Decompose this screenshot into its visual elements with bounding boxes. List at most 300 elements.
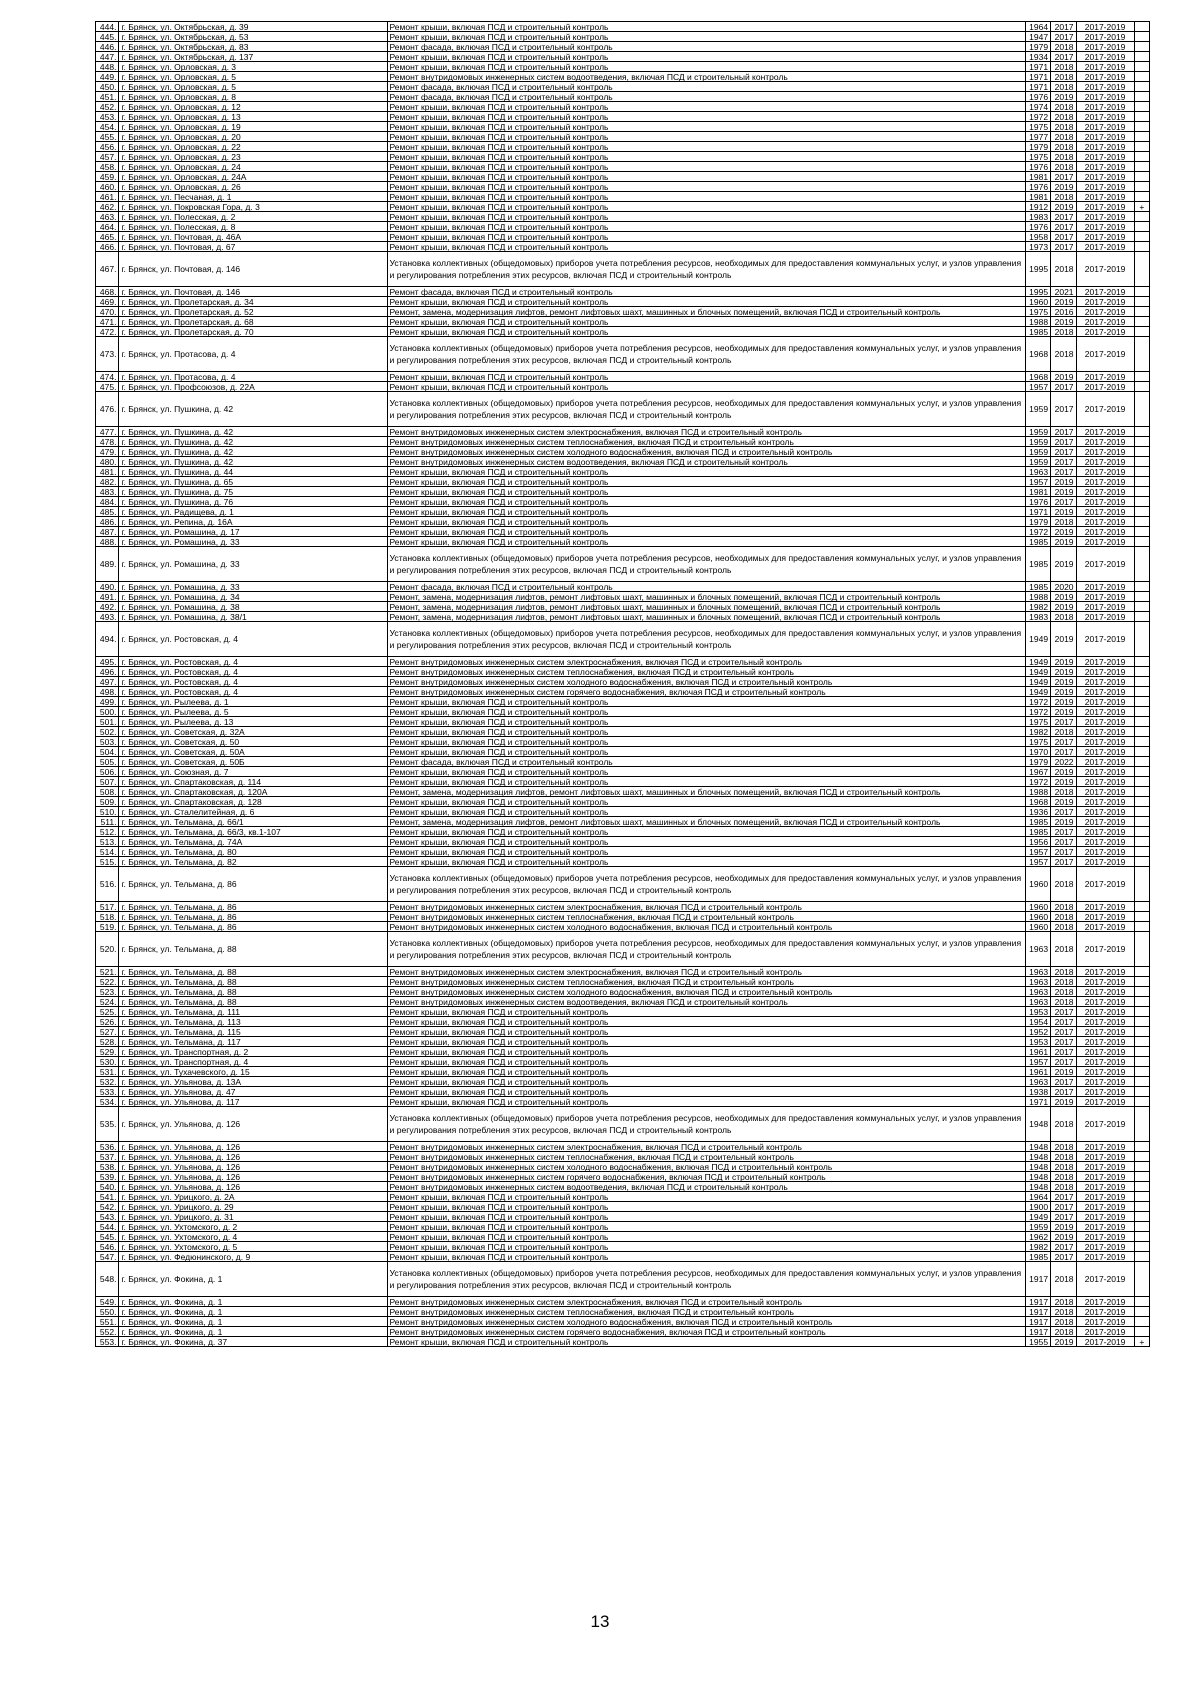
planned-year-cell: 2017: [1051, 1212, 1076, 1222]
planned-year-cell: 2018: [1051, 142, 1076, 152]
table-row: [96, 242, 1150, 252]
planned-year-cell: 2019: [1051, 1097, 1076, 1107]
planned-year-cell: 2017: [1051, 1202, 1076, 1212]
table-row: [96, 1222, 1150, 1232]
mark-cell: [1134, 1027, 1149, 1037]
build-year-cell: 1960: [1025, 922, 1050, 932]
planned-year-cell: 2018: [1051, 112, 1076, 122]
table-row: [96, 922, 1150, 932]
work-description-cell: Ремонт фасада, включая ПСД и строительный контроль: [387, 582, 1025, 592]
planned-year-cell: 2018: [1051, 252, 1076, 287]
build-year-cell: 1970: [1025, 747, 1050, 757]
table-row: [96, 42, 1150, 52]
table-row: [96, 737, 1150, 747]
build-year-cell: 1959: [1025, 447, 1050, 457]
program-period-cell: 2017-2019: [1076, 82, 1134, 92]
table-row: [96, 457, 1150, 467]
table-row: [96, 52, 1150, 62]
table-row: [96, 162, 1150, 172]
table-row: [96, 527, 1150, 537]
mark-cell: [1134, 667, 1149, 677]
program-period-cell: 2017-2019: [1076, 727, 1134, 737]
build-year-cell: 1976: [1025, 497, 1050, 507]
address-cell: г. Брянск, ул. Ульянова, д. 126: [119, 1162, 387, 1172]
address-cell: г. Брянск, ул. Тельмана, д. 66/3, кв.1-107: [119, 827, 387, 837]
row-number-cell: 541.: [96, 1192, 119, 1202]
table-row: [96, 757, 1150, 767]
work-description-cell: Ремонт крыши, включая ПСД и строительный контроль: [387, 1242, 1025, 1252]
mark-cell: [1134, 622, 1149, 657]
planned-year-cell: 2017: [1051, 1007, 1076, 1017]
table-row: [96, 112, 1150, 122]
program-period-cell: 2017-2019: [1076, 122, 1134, 132]
table-row: [96, 547, 1150, 582]
program-period-cell: 2017-2019: [1076, 437, 1134, 447]
mark-cell: [1134, 122, 1149, 132]
mark-cell: [1134, 1037, 1149, 1047]
address-cell: г. Брянск, ул. Полесская, д. 2: [119, 212, 387, 222]
table-row: [96, 1202, 1150, 1212]
row-number-cell: 553.: [96, 1337, 119, 1347]
row-number-cell: 512.: [96, 827, 119, 837]
planned-year-cell: 2018: [1051, 1107, 1076, 1142]
planned-year-cell: 2017: [1051, 382, 1076, 392]
row-number-cell: 547.: [96, 1252, 119, 1262]
build-year-cell: 1900: [1025, 1202, 1050, 1212]
table-row: [96, 287, 1150, 297]
address-cell: г. Брянск, ул. Фокина, д. 1: [119, 1327, 387, 1337]
build-year-cell: 1963: [1025, 467, 1050, 477]
address-cell: г. Брянск, ул. Ростовская, д. 4: [119, 667, 387, 677]
program-period-cell: 2017-2019: [1076, 427, 1134, 437]
build-year-cell: 1979: [1025, 757, 1050, 767]
work-description-cell: Установка коллективных (общедомовых) приборов учета потребления ресурсов, необходимых для предоставления коммунальных услуг, и узлов управления и регулирования потребления этих ресурсов, включая ПСД и строительный контроль: [387, 252, 1025, 287]
mark-cell: +: [1134, 202, 1149, 212]
program-period-cell: 2017-2019: [1076, 517, 1134, 527]
mark-cell: [1134, 392, 1149, 427]
planned-year-cell: 2018: [1051, 1327, 1076, 1337]
table-row: [96, 222, 1150, 232]
mark-cell: [1134, 132, 1149, 142]
mark-cell: [1134, 922, 1149, 932]
row-number-cell: 521.: [96, 967, 119, 977]
work-description-cell: Ремонт внутридомовых инженерных систем электроснабжения, включая ПСД и строительный контроль: [387, 657, 1025, 667]
mark-cell: [1134, 1097, 1149, 1107]
program-period-cell: 2017-2019: [1076, 737, 1134, 747]
address-cell: г. Брянск, ул. Ухтомского, д. 5: [119, 1242, 387, 1252]
address-cell: г. Брянск, ул. Транспортная, д. 4: [119, 1057, 387, 1067]
build-year-cell: 1975: [1025, 717, 1050, 727]
address-cell: г. Брянск, ул. Рылеева, д. 5: [119, 707, 387, 717]
build-year-cell: 1985: [1025, 537, 1050, 547]
table-row: [96, 507, 1150, 517]
program-period-cell: 2017-2019: [1076, 457, 1134, 467]
build-year-cell: 1954: [1025, 1017, 1050, 1027]
build-year-cell: 1917: [1025, 1307, 1050, 1317]
build-year-cell: 1936: [1025, 807, 1050, 817]
mark-cell: [1134, 1017, 1149, 1027]
address-cell: г. Брянск, ул. Пушкина, д. 42: [119, 457, 387, 467]
planned-year-cell: 2019: [1051, 767, 1076, 777]
table-row: [96, 537, 1150, 547]
mark-cell: [1134, 32, 1149, 42]
planned-year-cell: 2017: [1051, 392, 1076, 427]
work-description-cell: Ремонт, замена, модернизация лифтов, ремонт лифтовых шахт, машинных и блочных помещений, включая ПСД и строительный контроль: [387, 307, 1025, 317]
table-row: [96, 1327, 1150, 1337]
build-year-cell: 1979: [1025, 517, 1050, 527]
table-row: [96, 317, 1150, 327]
mark-cell: [1134, 507, 1149, 517]
table-row: [96, 817, 1150, 827]
address-cell: г. Брянск, ул. Тельмана, д. 88: [119, 967, 387, 977]
work-description-cell: Ремонт крыши, включая ПСД и строительный контроль: [387, 1037, 1025, 1047]
mark-cell: [1134, 72, 1149, 82]
mark-cell: [1134, 1077, 1149, 1087]
program-period-cell: 2017-2019: [1076, 1232, 1134, 1242]
build-year-cell: 1971: [1025, 507, 1050, 517]
table-row: [96, 1077, 1150, 1087]
planned-year-cell: 2017: [1051, 847, 1076, 857]
program-period-cell: 2017-2019: [1076, 592, 1134, 602]
row-number-cell: 501.: [96, 717, 119, 727]
mark-cell: [1134, 287, 1149, 297]
program-period-cell: 2017-2019: [1076, 537, 1134, 547]
row-number-cell: 546.: [96, 1242, 119, 1252]
work-description-cell: Ремонт, замена, модернизация лифтов, ремонт лифтовых шахт, машинных и блочных помещений, включая ПСД и строительный контроль: [387, 787, 1025, 797]
planned-year-cell: 2017: [1051, 222, 1076, 232]
build-year-cell: 1975: [1025, 122, 1050, 132]
mark-cell: [1134, 847, 1149, 857]
work-description-cell: Ремонт крыши, включая ПСД и строительный контроль: [387, 777, 1025, 787]
row-number-cell: 480.: [96, 457, 119, 467]
work-description-cell: Установка коллективных (общедомовых) приборов учета потребления ресурсов, необходимых для предоставления коммунальных услуг, и узлов управления и регулирования потребления этих ресурсов, включая ПСД и строительный контроль: [387, 1262, 1025, 1297]
work-description-cell: Ремонт фасада, включая ПСД и строительный контроль: [387, 42, 1025, 52]
row-number-cell: 522.: [96, 977, 119, 987]
address-cell: г. Брянск, ул. Ульянова, д. 126: [119, 1152, 387, 1162]
program-period-cell: 2017-2019: [1076, 497, 1134, 507]
work-description-cell: Ремонт крыши, включая ПСД и строительный контроль: [387, 142, 1025, 152]
address-cell: г. Брянск, ул. Тельмана, д. 66/1: [119, 817, 387, 827]
table-row: [96, 592, 1150, 602]
build-year-cell: 1961: [1025, 1047, 1050, 1057]
page-number: 13: [590, 1612, 610, 1631]
address-cell: г. Брянск, ул. Радищева, д. 1: [119, 507, 387, 517]
work-description-cell: Ремонт крыши, включая ПСД и строительный контроль: [387, 202, 1025, 212]
address-cell: г. Брянск, ул. Урицкого, д. 29: [119, 1202, 387, 1212]
row-number-cell: 459.: [96, 172, 119, 182]
work-description-cell: Ремонт фасада, включая ПСД и строительный контроль: [387, 92, 1025, 102]
build-year-cell: 1959: [1025, 392, 1050, 427]
address-cell: г. Брянск, ул. Тельмана, д. 88: [119, 977, 387, 987]
program-period-cell: 2017-2019: [1076, 997, 1134, 1007]
table-row: [96, 497, 1150, 507]
table-row: [96, 132, 1150, 142]
program-period-cell: 2017-2019: [1076, 1017, 1134, 1027]
work-description-cell: Ремонт крыши, включая ПСД и строительный контроль: [387, 1067, 1025, 1077]
build-year-cell: 1968: [1025, 797, 1050, 807]
address-cell: г. Брянск, ул. Пушкина, д. 44: [119, 467, 387, 477]
program-period-cell: 2017-2019: [1076, 847, 1134, 857]
planned-year-cell: 2018: [1051, 727, 1076, 737]
address-cell: г. Брянск, ул. Орловская, д. 13: [119, 112, 387, 122]
program-period-cell: 2017-2019: [1076, 152, 1134, 162]
build-year-cell: 1985: [1025, 327, 1050, 337]
work-description-cell: Ремонт, замена, модернизация лифтов, ремонт лифтовых шахт, машинных и блочных помещений, включая ПСД и строительный контроль: [387, 602, 1025, 612]
mark-cell: [1134, 382, 1149, 392]
address-cell: г. Брянск, ул. Ульянова, д. 126: [119, 1107, 387, 1142]
mark-cell: [1134, 487, 1149, 497]
row-number-cell: 524.: [96, 997, 119, 1007]
mark-cell: [1134, 92, 1149, 102]
row-number-cell: 530.: [96, 1057, 119, 1067]
planned-year-cell: 2017: [1051, 837, 1076, 847]
work-description-cell: Установка коллективных (общедомовых) приборов учета потребления ресурсов, необходимых для предоставления коммунальных услуг, и узлов управления и регулирования потребления этих ресурсов, включая ПСД и строительный контроль: [387, 622, 1025, 657]
table-row: [96, 1142, 1150, 1152]
build-year-cell: 1949: [1025, 657, 1050, 667]
row-number-cell: 447.: [96, 52, 119, 62]
row-number-cell: 462.: [96, 202, 119, 212]
program-period-cell: 2017-2019: [1076, 667, 1134, 677]
table-row: [96, 62, 1150, 72]
table-row: [96, 307, 1150, 317]
mark-cell: [1134, 697, 1149, 707]
build-year-cell: 1988: [1025, 317, 1050, 327]
table-row: [96, 657, 1150, 667]
build-year-cell: 1959: [1025, 437, 1050, 447]
build-year-cell: 1963: [1025, 967, 1050, 977]
table-body: [96, 22, 1150, 1347]
work-description-cell: Ремонт крыши, включая ПСД и строительный контроль: [387, 297, 1025, 307]
mark-cell: [1134, 547, 1149, 582]
program-period-cell: 2017-2019: [1076, 112, 1134, 122]
mark-cell: [1134, 162, 1149, 172]
program-period-cell: 2017-2019: [1076, 192, 1134, 202]
table-row: [96, 767, 1150, 777]
work-description-cell: Ремонт внутридомовых инженерных систем холодного водоснабжения, включая ПСД и строительный контроль: [387, 447, 1025, 457]
address-cell: г. Брянск, ул. Пушкина, д. 42: [119, 447, 387, 457]
address-cell: г. Брянск, ул. Орловская, д. 24: [119, 162, 387, 172]
planned-year-cell: 2017: [1051, 1242, 1076, 1252]
mark-cell: [1134, 592, 1149, 602]
build-year-cell: 1917: [1025, 1262, 1050, 1297]
address-cell: г. Брянск, ул. Ромашина, д. 38/1: [119, 612, 387, 622]
build-year-cell: 1967: [1025, 767, 1050, 777]
row-number-cell: 479.: [96, 447, 119, 457]
table-row: [96, 1047, 1150, 1057]
program-period-cell: 2017-2019: [1076, 1087, 1134, 1097]
table-row: [96, 1017, 1150, 1027]
row-number-cell: 540.: [96, 1182, 119, 1192]
planned-year-cell: 2018: [1051, 1182, 1076, 1192]
mark-cell: [1134, 707, 1149, 717]
planned-year-cell: 2018: [1051, 967, 1076, 977]
program-period-cell: 2017-2019: [1076, 827, 1134, 837]
mark-cell: [1134, 797, 1149, 807]
address-cell: г. Брянск, ул. Орловская, д. 5: [119, 72, 387, 82]
program-period-cell: 2017-2019: [1076, 1222, 1134, 1232]
planned-year-cell: 2017: [1051, 32, 1076, 42]
table-row: [96, 847, 1150, 857]
program-period-cell: 2017-2019: [1076, 327, 1134, 337]
planned-year-cell: 2018: [1051, 932, 1076, 967]
address-cell: г. Брянск, ул. Пролетарская, д. 68: [119, 317, 387, 327]
row-number-cell: 465.: [96, 232, 119, 242]
row-number-cell: 473.: [96, 337, 119, 372]
program-period-cell: 2017-2019: [1076, 787, 1134, 797]
planned-year-cell: 2019: [1051, 202, 1076, 212]
work-description-cell: Ремонт, замена, модернизация лифтов, ремонт лифтовых шахт, машинных и блочных помещений, включая ПСД и строительный контроль: [387, 817, 1025, 827]
build-year-cell: 1975: [1025, 307, 1050, 317]
planned-year-cell: 2017: [1051, 1047, 1076, 1057]
row-number-cell: 484.: [96, 497, 119, 507]
work-description-cell: Ремонт крыши, включая ПСД и строительный контроль: [387, 517, 1025, 527]
row-number-cell: 495.: [96, 657, 119, 667]
build-year-cell: 1975: [1025, 152, 1050, 162]
row-number-cell: 463.: [96, 212, 119, 222]
program-period-cell: 2017-2019: [1076, 1317, 1134, 1327]
address-cell: г. Брянск, ул. Фокина, д. 1: [119, 1307, 387, 1317]
row-number-cell: 455.: [96, 132, 119, 142]
program-period-cell: 2017-2019: [1076, 867, 1134, 902]
planned-year-cell: 2019: [1051, 687, 1076, 697]
planned-year-cell: 2017: [1051, 857, 1076, 867]
mark-cell: [1134, 497, 1149, 507]
work-description-cell: Ремонт внутридомовых инженерных систем теплоснабжения, включая ПСД и строительный контроль: [387, 437, 1025, 447]
row-number-cell: 454.: [96, 122, 119, 132]
table-row: [96, 1097, 1150, 1107]
build-year-cell: 1912: [1025, 202, 1050, 212]
row-number-cell: 507.: [96, 777, 119, 787]
mark-cell: [1134, 427, 1149, 437]
build-year-cell: 1949: [1025, 622, 1050, 657]
build-year-cell: 1985: [1025, 817, 1050, 827]
row-number-cell: 449.: [96, 72, 119, 82]
build-year-cell: 1934: [1025, 52, 1050, 62]
work-description-cell: Ремонт крыши, включая ПСД и строительный контроль: [387, 132, 1025, 142]
planned-year-cell: 2019: [1051, 1337, 1076, 1347]
planned-year-cell: 2018: [1051, 122, 1076, 132]
row-number-cell: 496.: [96, 667, 119, 677]
address-cell: г. Брянск, ул. Тухачевского, д. 15: [119, 1067, 387, 1077]
planned-year-cell: 2017: [1051, 447, 1076, 457]
mark-cell: [1134, 1317, 1149, 1327]
address-cell: г. Брянск, ул. Советская, д. 32А: [119, 727, 387, 737]
mark-cell: [1134, 42, 1149, 52]
planned-year-cell: 2018: [1051, 612, 1076, 622]
address-cell: г. Брянск, ул. Ульянова, д. 117: [119, 1097, 387, 1107]
build-year-cell: 1976: [1025, 222, 1050, 232]
table-row: [96, 787, 1150, 797]
build-year-cell: 1960: [1025, 297, 1050, 307]
table-row: [96, 727, 1150, 737]
row-number-cell: 516.: [96, 867, 119, 902]
address-cell: г. Брянск, ул. Тельмана, д. 86: [119, 867, 387, 902]
table-row: [96, 707, 1150, 717]
mark-cell: [1134, 1057, 1149, 1067]
row-number-cell: 488.: [96, 537, 119, 547]
planned-year-cell: 2019: [1051, 592, 1076, 602]
mark-cell: [1134, 867, 1149, 902]
build-year-cell: 1995: [1025, 252, 1050, 287]
table-row: [96, 22, 1150, 32]
table-row: [96, 1107, 1150, 1142]
address-cell: г. Брянск, ул. Спартаковская, д. 128: [119, 797, 387, 807]
build-year-cell: 1964: [1025, 22, 1050, 32]
build-year-cell: 1959: [1025, 1222, 1050, 1232]
planned-year-cell: 2017: [1051, 737, 1076, 747]
planned-year-cell: 2017: [1051, 1017, 1076, 1027]
work-description-cell: Ремонт внутридомовых инженерных систем холодного водоснабжения, включая ПСД и строительный контроль: [387, 1162, 1025, 1172]
build-year-cell: 1949: [1025, 677, 1050, 687]
table-row: [96, 677, 1150, 687]
mark-cell: [1134, 52, 1149, 62]
work-description-cell: Ремонт крыши, включая ПСД и строительный контроль: [387, 717, 1025, 727]
work-description-cell: Ремонт фасада, включая ПСД и строительный контроль: [387, 757, 1025, 767]
work-description-cell: Ремонт внутридомовых инженерных систем теплоснабжения, включая ПСД и строительный контроль: [387, 912, 1025, 922]
program-period-cell: 2017-2019: [1076, 527, 1134, 537]
build-year-cell: 1958: [1025, 232, 1050, 242]
row-number-cell: 489.: [96, 547, 119, 582]
address-cell: г. Брянск, ул. Орловская, д. 12: [119, 102, 387, 112]
address-cell: г. Брянск, ул. Фокина, д. 1: [119, 1297, 387, 1307]
row-number-cell: 533.: [96, 1087, 119, 1097]
mark-cell: [1134, 602, 1149, 612]
address-cell: г. Брянск, ул. Протасова, д. 4: [119, 337, 387, 372]
row-number-cell: 526.: [96, 1017, 119, 1027]
work-description-cell: Ремонт внутридомовых инженерных систем водоотведения, включая ПСД и строительный контроль: [387, 457, 1025, 467]
program-period-cell: 2017-2019: [1076, 172, 1134, 182]
work-description-cell: Ремонт крыши, включая ПСД и строительный контроль: [387, 162, 1025, 172]
row-number-cell: 474.: [96, 372, 119, 382]
program-period-cell: 2017-2019: [1076, 687, 1134, 697]
program-period-cell: 2017-2019: [1076, 1027, 1134, 1037]
address-cell: г. Брянск, ул. Тельмана, д. 117: [119, 1037, 387, 1047]
address-cell: г. Брянск, ул. Ромашина, д. 34: [119, 592, 387, 602]
address-cell: г. Брянск, ул. Советская, д. 50Б: [119, 757, 387, 767]
address-cell: г. Брянск, ул. Советская, д. 50: [119, 737, 387, 747]
program-period-cell: 2017-2019: [1076, 1142, 1134, 1152]
address-cell: г. Брянск, ул. Ухтомского, д. 4: [119, 1232, 387, 1242]
work-description-cell: Установка коллективных (общедомовых) приборов учета потребления ресурсов, необходимых для предоставления коммунальных услуг, и узлов управления и регулирования потребления этих ресурсов, включая ПСД и строительный контроль: [387, 392, 1025, 427]
work-description-cell: Ремонт внутридомовых инженерных систем электроснабжения, включая ПСД и строительный контроль: [387, 1142, 1025, 1152]
build-year-cell: 1968: [1025, 337, 1050, 372]
row-number-cell: 509.: [96, 797, 119, 807]
planned-year-cell: 2019: [1051, 1222, 1076, 1232]
table-row: [96, 807, 1150, 817]
row-number-cell: 487.: [96, 527, 119, 537]
build-year-cell: 1976: [1025, 92, 1050, 102]
address-cell: г. Брянск, ул. Пушкина, д. 42: [119, 427, 387, 437]
planned-year-cell: 2018: [1051, 1172, 1076, 1182]
address-cell: г. Брянск, ул. Ромашина, д. 33: [119, 582, 387, 592]
address-cell: г. Брянск, ул. Ростовская, д. 4: [119, 657, 387, 667]
mark-cell: [1134, 727, 1149, 737]
address-cell: г. Брянск, ул. Пушкина, д. 76: [119, 497, 387, 507]
mark-cell: [1134, 457, 1149, 467]
planned-year-cell: 2017: [1051, 747, 1076, 757]
row-number-cell: 502.: [96, 727, 119, 737]
mark-cell: [1134, 1107, 1149, 1142]
row-number-cell: 535.: [96, 1107, 119, 1142]
build-year-cell: 1985: [1025, 547, 1050, 582]
address-cell: г. Брянск, ул. Ульянова, д. 13А: [119, 1077, 387, 1087]
build-year-cell: 1938: [1025, 1087, 1050, 1097]
mark-cell: [1134, 1182, 1149, 1192]
table-row: [96, 487, 1150, 497]
work-description-cell: Ремонт крыши, включая ПСД и строительный контроль: [387, 497, 1025, 507]
mark-cell: [1134, 327, 1149, 337]
program-period-cell: 2017-2019: [1076, 1047, 1134, 1057]
